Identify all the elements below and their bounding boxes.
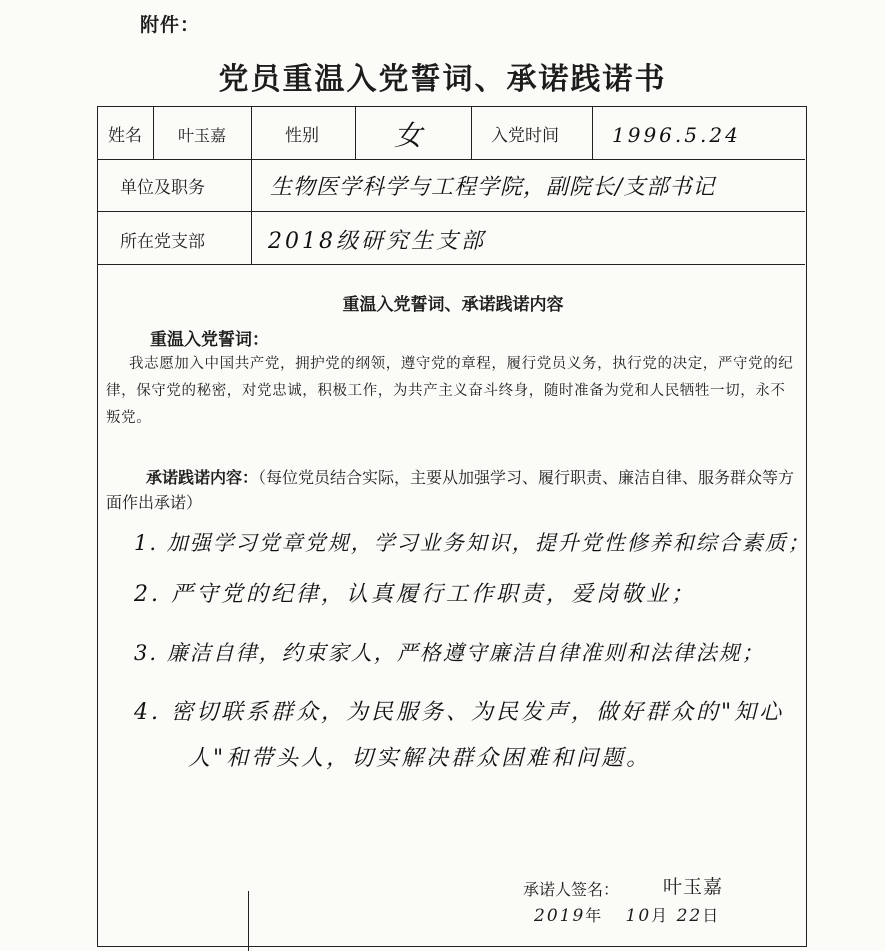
col-divider	[592, 107, 593, 159]
attachment-label: 附件：	[140, 14, 201, 36]
section-title: 重温入党誓词、承诺践诺内容	[342, 295, 564, 315]
oath-text: 我志愿加入中国共产党，拥护党的纲领，遵守党的章程，履行党员义务，执行党的决定，严守党的纪律，保守党的秘密，对党忠诚，积极工作，为共产主义奋斗终身，随时准备为党和人民牺牲一切，永不叛党。	[106, 356, 794, 426]
unit-position-label: 单位及职务	[120, 178, 205, 198]
col-divider	[355, 107, 356, 159]
promise-hint: （每位党员结合实际，主要从加强学习、履行职责、廉洁自律、服务群众等方面作出承诺）	[106, 468, 795, 512]
signature-label: 承诺人签名：	[523, 880, 620, 899]
gender-value: 女	[394, 119, 426, 152]
signature-date	[534, 903, 720, 926]
promise-item-4-continued: 人"和带头人，切实解决群众困难和问题。	[188, 746, 652, 771]
promise-item-3: 3. 廉洁自律，约束家人，严格遵守廉洁自律准则和法律法规；	[134, 641, 765, 665]
promise-title: 承诺践诺内容：	[146, 468, 259, 487]
join-date-value: 1996.5.24	[612, 123, 741, 147]
gender-label: 性别	[285, 126, 319, 146]
promise-item-4: 4. 密切联系群众，为民服务、为民发声，做好群众的"知心	[134, 700, 785, 725]
join-date-label: 入党时间	[491, 126, 559, 146]
name-label: 姓名	[108, 126, 142, 146]
promise-item-2: 2. 严守党的纪律，认真履行工作职责，爱岗敬业；	[134, 582, 696, 607]
date-day: 22	[676, 906, 703, 926]
document-title: 党员重温入党誓词、承诺践诺书	[218, 62, 667, 97]
row-divider	[98, 211, 805, 212]
month-unit: 月	[651, 906, 670, 925]
name-value: 叶玉嘉	[178, 126, 227, 145]
party-branch-label: 所在党支部	[120, 232, 205, 252]
col-divider	[248, 891, 249, 951]
oath-title: 重温入党誓词：	[150, 330, 269, 350]
promise-item-1: 1. 加强学习党章党规，学习业务知识，提升党性修养和综合素质；	[134, 531, 811, 555]
row-divider	[98, 264, 805, 265]
date-year: 2019	[534, 906, 586, 926]
pledge-form	[97, 106, 811, 947]
col-divider	[153, 107, 154, 159]
party-branch-value: 2018级研究生支部	[268, 229, 486, 254]
promise-instructions	[106, 465, 800, 515]
signature-name: 叶玉嘉	[663, 876, 724, 898]
year-unit: 年	[585, 906, 604, 925]
row-divider	[98, 159, 805, 160]
col-divider	[471, 107, 472, 159]
day-unit: 日	[702, 906, 721, 925]
unit-position-value: 生物医学科学与工程学院，副院长/支部书记	[270, 175, 716, 200]
date-month: 10	[625, 906, 652, 926]
col-divider	[251, 107, 252, 264]
